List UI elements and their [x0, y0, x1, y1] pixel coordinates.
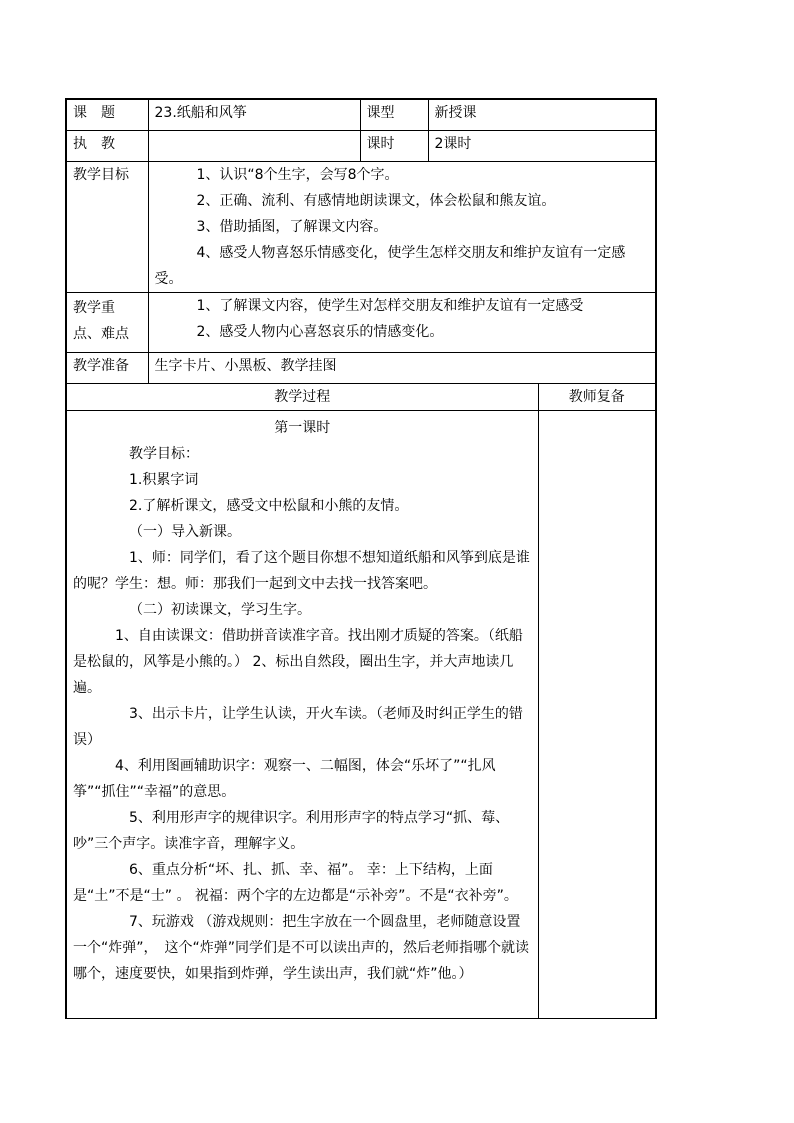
- process-header: 教学过程: [66, 383, 538, 410]
- key-points-row: [66, 292, 656, 352]
- notes-header: 教师复备: [538, 383, 656, 410]
- hours-label: 课时: [360, 130, 428, 161]
- preparation-row: [66, 352, 656, 383]
- lesson-type-value: 新授课: [428, 99, 656, 130]
- key-point-item: 1、了解课文内容，使学生对怎样交朋友和维护友谊有一定感受: [196, 297, 584, 314]
- topic-label: 课 题: [66, 99, 148, 130]
- goal-item: 4、感受人物喜怒乐情感变化，使学生怎样交朋友和维护友谊有一定感受。: [154, 244, 626, 287]
- key-points-content: [148, 292, 656, 352]
- hours-value: 2课时: [428, 130, 656, 161]
- preparation-label: 教学准备: [66, 352, 148, 383]
- process-row: [66, 410, 656, 1018]
- process-header-row: [66, 383, 656, 410]
- teacher-label: 执 教: [66, 130, 148, 161]
- process-paragraph: 7、玩游戏 （游戏规则：把生字放在一个圆盘里，老师随意设置一个“炸弹”， 这个“炸弹”同学们是不可以读出声的，然后老师指哪个就读哪个，速度要快，如果指到炸弹，学生读出声，我们就“炸”他。）: [73, 913, 530, 982]
- teacher-notes-cell: [538, 410, 656, 1018]
- process-paragraph: 3、出示卡片，让学生认读，开火车读。（老师及时纠正学生的错误）: [73, 705, 523, 748]
- key-point-item: 2、感受人物内心喜怒哀乐的情感变化。: [196, 323, 444, 340]
- lesson-plan-table: [65, 98, 657, 1019]
- process-paragraph: 6、重点分析“坏、扎、抓、幸、福”。 幸：上下结构，上面是“土”不是“士” 。 祝福：两个字的左边都是“示补旁”。不是“衣补旁”。: [73, 861, 518, 904]
- preparation-value: 生字卡片、小黑板、教学挂图: [148, 352, 656, 383]
- goal-item: 1、认识“8个生字，会写8个字。: [196, 166, 399, 183]
- process-paragraph: （一）导入新课。: [129, 523, 241, 540]
- goal-item: 2、正确、流利、有感情地朗读课文，体会松鼠和熊友谊。: [196, 192, 556, 209]
- process-paragraph: （二）初读课文，学习生字。: [129, 601, 311, 618]
- process-paragraph: 4、利用图画辅助识字：观察一、二幅图，体会“乐坏了”“扎风筝”“抓住”“幸福”的意思。: [73, 757, 496, 800]
- lesson-type-label: 课型: [360, 99, 428, 130]
- goals-label: 教学目标: [66, 161, 148, 292]
- process-paragraph: 2.了解析课文，感受文中松鼠和小熊的友情。: [129, 497, 409, 514]
- process-paragraph: 5、利用形声字的规律识字。利用形声字的特点学习“抓、莓、吵”三个声字。读准字音，理解字义。: [73, 809, 510, 852]
- process-paragraph: 1、师：同学们，看了这个题目你想不想知道纸船和风筝到底是谁的呢？学生：想。师：那我们一起到文中去找一找答案吧。: [73, 549, 530, 592]
- goals-content: [148, 161, 656, 292]
- process-paragraph: 1、自由读课文：借助拼音读准字音。找出刚才质疑的答案。（纸船是松鼠的，风筝是小熊的。） 2、标出自然段，圈出生字，并大声地读几遍。: [73, 627, 523, 696]
- teacher-value: [148, 130, 360, 161]
- key-points-label: 教学重点、难点: [66, 292, 148, 352]
- teacher-row: [66, 130, 656, 161]
- goal-item: 3、借助插图，了解课文内容。: [196, 218, 388, 235]
- process-paragraph: 教学目标：: [129, 445, 199, 462]
- topic-value: 23.纸船和风筝: [148, 99, 360, 130]
- goals-row: [66, 161, 656, 292]
- topic-row: [66, 99, 656, 130]
- process-content: [66, 410, 538, 1018]
- session-title: 第一课时: [274, 419, 331, 436]
- process-paragraph: 1.积累字词: [129, 471, 199, 488]
